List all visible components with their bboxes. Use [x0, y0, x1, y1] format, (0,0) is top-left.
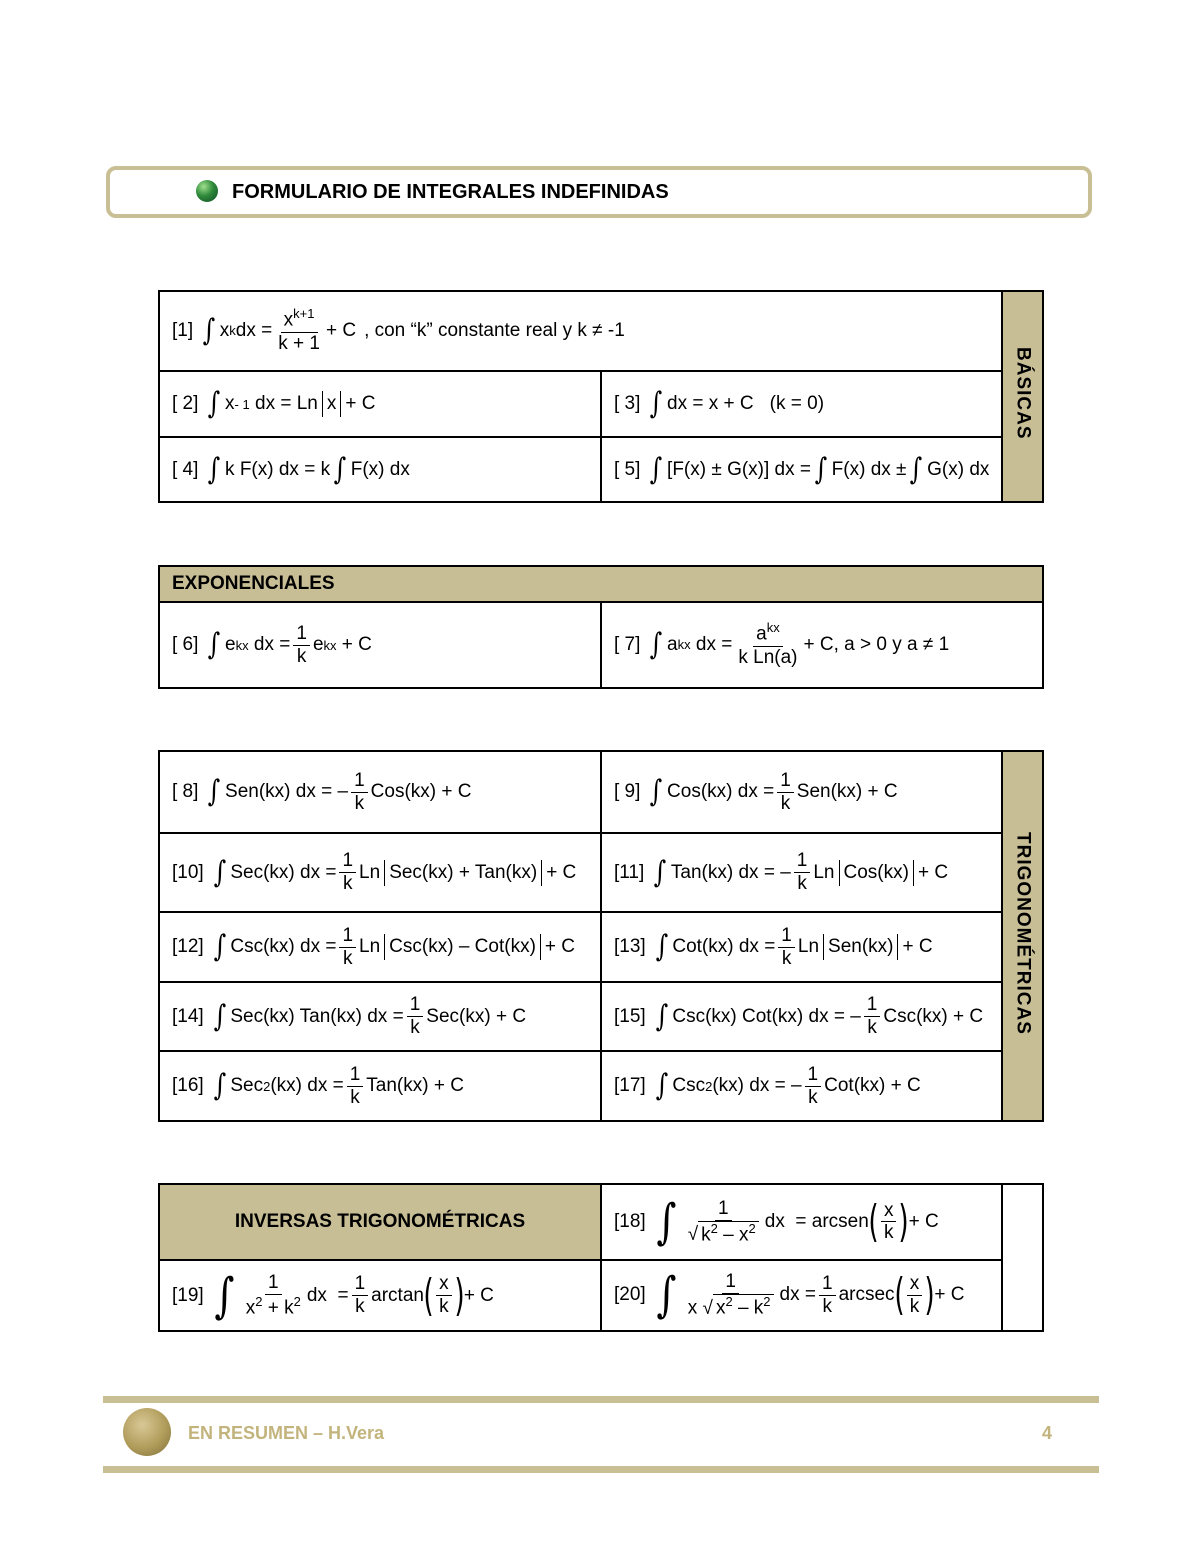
page-number: 4 — [1042, 1423, 1053, 1443]
formula-1: [1] ∫ x k dx = $x^{k+1}$ k + 1 + C , con “k” constante real y k ≠ -1 — [159, 291, 1002, 371]
formula-3: [ 3] ∫ dx = x + C (k = 0) — [601, 371, 1002, 437]
formula-13: [13] ∫ Cot(kx) dx = 1 k Ln Sen(kx) + C — [601, 912, 1002, 982]
formula-10: [10] ∫ Sec(kx) dx = 1 k Ln Sec(kx) + Tan(kx) + C — [159, 833, 601, 912]
page-title: FORMULARIO DE INTEGRALES INDEFINIDAS — [232, 181, 669, 203]
formula-3-note: (k = 0) — [769, 393, 825, 414]
formula-12: [12] ∫ Csc(kx) dx = 1 k Ln Csc(kx) – Cot(kx) + C — [159, 912, 601, 982]
footer-text: EN RESUMEN – H.Vera — [188, 1423, 385, 1443]
section-label-inversas: INVERSAS TRIGONOMÉTRICAS — [159, 1184, 601, 1260]
formula-5: [ 5] ∫ [F(x) ± G(x)] dx = ∫ F(x) dx ± ∫ G(x) dx — [601, 437, 1002, 502]
formula-16: [16] ∫ Sec 2 (kx) dx = 1 k Tan(kx) + C — [159, 1051, 601, 1121]
basicas-table — [158, 290, 1044, 503]
emblem-icon — [123, 1408, 171, 1456]
formula-18: [18] ∫ 1 √ $k^2 - x^2$ dx = arcsen ( x k ) + C — [601, 1184, 1002, 1260]
formula-4: [ 4] ∫ k F(x) dx = k ∫ F(x) dx — [159, 437, 601, 502]
formula-7: [ 7] ∫ a kx dx = $a^{kx}$ k Ln(a) + C , a > 0 y a ≠ 1 — [601, 602, 1043, 688]
section-label-trigonometricas: TRIGONOMÉTRICAS — [1002, 751, 1043, 1121]
section-label-basicas: BÁSICAS — [1002, 291, 1043, 502]
formula-20: [20] ∫ 1 x √ $x^2 - k^2$ dx = 1 k arcsec ( x k ) + C — [601, 1260, 1002, 1331]
formula-11: [11] ∫ Tan(kx) dx = – 1 k Ln Cos(kx) + C — [601, 833, 1002, 912]
formula-17: [17] ∫ Csc 2 (kx) dx = – 1 k Cot(kx) + C — [601, 1051, 1002, 1121]
formula-1-note: , con “k” constante real y k ≠ -1 — [364, 319, 625, 341]
inversas-side-cell — [1002, 1184, 1043, 1331]
formula-7-note: , a > 0 y a ≠ 1 — [833, 633, 950, 655]
formula-9: [ 9] ∫ Cos(kx) dx = 1 k Sen(kx) + C — [601, 751, 1002, 833]
footer-top-rule — [103, 1396, 1099, 1403]
footer-bottom-rule — [103, 1466, 1099, 1473]
formula-6: [ 6] ∫ e kx dx = 1 k e kx + C — [159, 602, 601, 688]
inversas-table — [158, 1183, 1044, 1332]
formula-15: [15] ∫ Csc(kx) Cot(kx) dx = – 1 k Csc(kx) + C — [601, 982, 1002, 1051]
formula-8: [ 8] ∫ Sen(kx) dx = – 1 k Cos(kx) + C — [159, 751, 601, 833]
section-label-exponenciales: EXPONENCIALES — [159, 566, 1043, 602]
trigonometricas-table — [158, 750, 1044, 1122]
globe-icon — [196, 180, 218, 202]
formula-19: [19] ∫ 1 $x^2 + k^2$ dx = 1 k arctan ( x k ) + C — [159, 1260, 601, 1331]
formula-14: [14] ∫ Sec(kx) Tan(kx) dx = 1 k Sec(kx) + C — [159, 982, 601, 1051]
formula-2: [ 2] ∫ x - 1 dx = Ln x + C — [159, 371, 601, 437]
exponenciales-table — [158, 565, 1044, 689]
